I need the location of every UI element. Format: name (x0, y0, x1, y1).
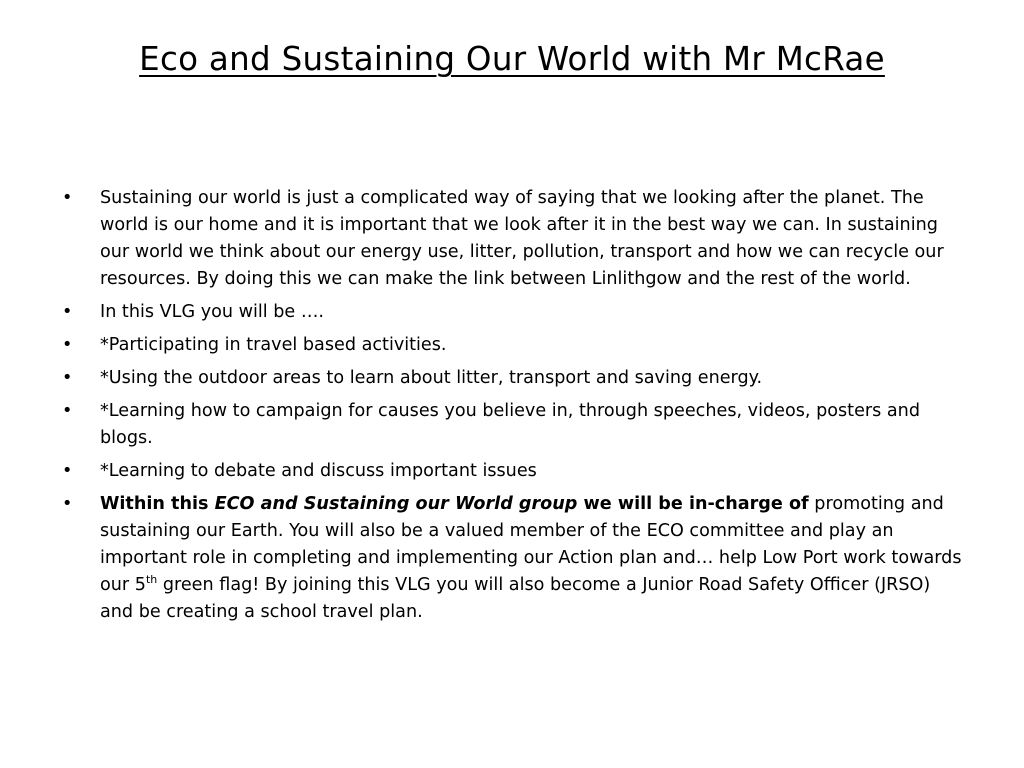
bullet-icon: • (62, 461, 73, 481)
list-item (62, 398, 962, 452)
summary-bold-tail: we will be in-charge of (577, 494, 809, 514)
bullet-text: In this VLG you will be …. (100, 302, 325, 322)
bullet-icon: • (62, 494, 73, 514)
bullet-text: *Using the outdoor areas to learn about litter, transport and saving energy. (100, 368, 763, 388)
list-item (62, 185, 962, 293)
list-item (62, 332, 962, 359)
summary-bold-lead: Within this (100, 494, 215, 514)
page-title: Eco and Sustaining Our World with Mr McRae (139, 40, 885, 78)
summary-group-name: ECO and Sustaining our World group (214, 494, 578, 514)
list-item (62, 458, 962, 485)
summary-text-end: green flag! By joining this VLG you will also become a Junior Road Safety Officer (JRSO) and be creating a school travel plan. (100, 575, 931, 622)
bullet-list (62, 185, 962, 632)
bullet-text: *Participating in travel based activities. (100, 335, 447, 355)
bullet-icon: • (62, 335, 73, 355)
bullet-icon: • (62, 401, 73, 421)
bullet-icon: • (62, 188, 73, 208)
list-item-vlg-summary (62, 491, 962, 626)
bullet-text: *Learning to debate and discuss important issues (100, 461, 537, 481)
list-item (62, 365, 962, 392)
ordinal-suffix: th (145, 573, 158, 587)
bullet-icon: • (62, 302, 73, 322)
list-item (62, 299, 962, 326)
bullet-icon: • (62, 368, 73, 388)
bullet-text: *Learning how to campaign for causes you believe in, through speeches, videos, posters and blogs. (100, 401, 920, 448)
bullet-text: Sustaining our world is just a complicated way of saying that we looking after the planet. The world is our home and it is important that we look after it in the best way we can. In sustaining our world we think about our energy use, litter, pollution, transport and how we can recycle our resources. By doing this we can make the link between Linlithgow and the rest of the world. (100, 188, 944, 289)
summary-text: promoting and sustaining our Earth. You will also be a valued member of the ECO committee and play an important role in completing and implementing our Action plan and… help Low Port work towards our 5 (100, 494, 962, 595)
